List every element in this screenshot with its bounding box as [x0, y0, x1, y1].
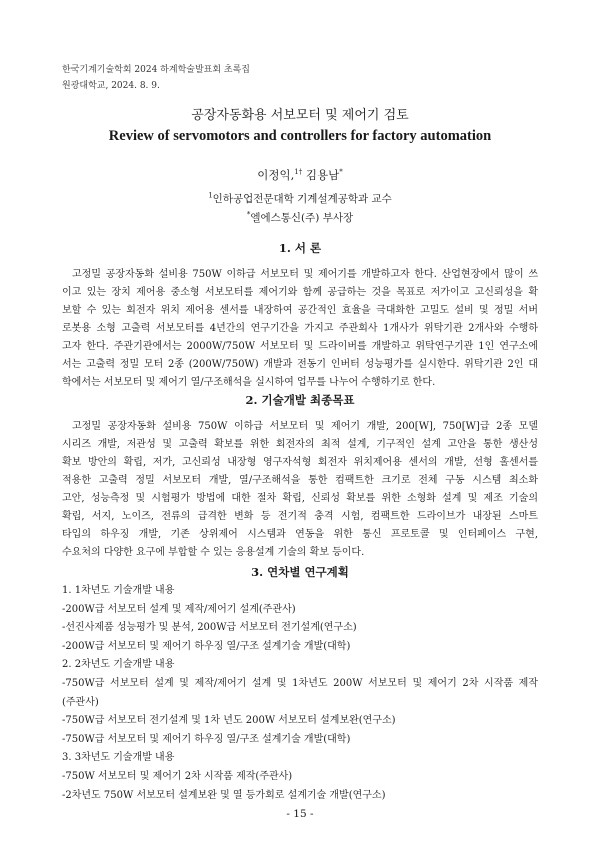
title-korean: 공장자동화용 서보모터 및 제어기 검토 — [191, 108, 409, 123]
section-body-annual-plan — [62, 582, 538, 805]
list-item: -200W급 서보모터 설계 및 제작/제어기 설계(주관사) — [62, 603, 296, 615]
text-line: 확보 방안의 확립, 저가, 고신뢰성 내장형 영구자석형 회전자 위치제어용 센서의 개발, 선형 홀센서를 — [62, 457, 538, 468]
author-line — [0, 167, 600, 183]
text-line: 확립, 서지, 노이즈, 전류의 급격한 변화 등 전기적 충격 시험, 컴팩트한 드라이브가 내장된 스마트 — [62, 511, 538, 522]
author-1-marks: 1† — [294, 168, 303, 177]
affiliation-2 — [0, 210, 600, 225]
list-item: -750W 서보모터 및 제어기 2차 시작품 제작(주관사) — [62, 770, 293, 782]
conference-name: 한국기계기술학회 2024 하계학술발표회 초록집 — [62, 65, 250, 75]
title-english: Review of servomotors and controllers for factory automation — [108, 128, 492, 144]
list-item: (주관사) — [62, 696, 99, 708]
text-line: 고안, 성능측정 및 시험평가 방법에 대한 절차 확립, 신뢰성 확보를 위한 소형화 설계 및 제조 기술의 — [62, 493, 538, 504]
list-item: -200W급 서보모터 및 제어기 하우징 열/구조 설계기술 개발(대학) — [62, 640, 351, 652]
text-line: 고정밀 공장자동화 설비용 750W 이하급 서보모터 및 제어기 개발, 200[W], 750[W]급 2종 모델 — [72, 421, 538, 432]
text-line: 타입의 하우징 개발, 기존 상위제어 시스템과 연동을 위한 통신 프로토콜 및 인터페이스 구현, — [62, 529, 538, 540]
text-line: 수요처의 다양한 요구에 부합할 수 있는 응용설계 기술의 확보 등이다. — [62, 547, 365, 558]
affiliation-1-mark: 1 — [208, 191, 213, 200]
affiliation-2-mark: * — [246, 210, 251, 219]
list-item: -750W급 서보모터 설계 및 제작/제어기 설계 및 1차년도 200W 서보모터 및 제어기 2차 시작품 제작 — [62, 677, 538, 689]
list-item: -750W급 서보모터 전기설계 및 1차 년도 200W 서보모터 설계보완(연구소) — [62, 715, 396, 727]
text-line: 보할 수 있는 회전자 위치 제어용 센서를 내장하여 공간적인 효율을 극대화한 고밀도 설비 및 정밀 서버 — [62, 305, 538, 316]
affiliation-1-text: 인하공업전문대학 기계설계공학과 교수 — [212, 193, 392, 205]
text-line: 시리즈 개발, 저관성 및 고출력 확보를 위한 회전자의 최적 설계, 기구적인 설계 고안을 통한 생산성 — [62, 439, 538, 450]
text-line: 고정밀 공장자동화 설비용 750W 이하급 서보모터 및 제어기를 개발하고자 한다. 산업현장에서 많이 쓰 — [72, 269, 538, 280]
list-item: -750W급 서보모터 및 제어기 하우징 열/구조 설계기술 개발(대학) — [62, 733, 351, 745]
affiliation-1 — [0, 191, 600, 206]
text-line: 적용한 고출력 정밀 서보모터 개발, 열/구조해석을 통한 컴팩트한 크기로 전체 구동 시스템 최소화 — [62, 475, 538, 486]
author-2-marks: * — [339, 168, 343, 177]
conference-venue-date: 원광대학교, 2024. 8. 9. — [62, 81, 160, 91]
section-heading-annual-plan: 3. 연차별 연구계획 — [251, 565, 349, 579]
text-line: 고자 한다. 주관기관에서는 2000W/750W 서보모터 및 드라이버를 개발하고 위탁연구기관 1인 연구소에 — [62, 341, 538, 352]
section-body-final-goal — [62, 418, 538, 562]
author-2: 김용남 — [302, 168, 340, 182]
affiliation-2-text: 엘에스통신(주) 부사장 — [250, 212, 354, 224]
text-line: 로봇용 소형 고출력 서보모터를 4년간의 연구기간을 가지고 주관회사 1개사가 위탁기관 2개사와 수행하 — [62, 323, 538, 334]
page-number: - 15 - — [286, 808, 314, 820]
section-body-introduction — [62, 266, 538, 392]
list-item: -2차년도 750W 서보모터 설계보완 및 열 등가회로 설계기술 개발(연구소) — [62, 789, 386, 801]
list-item: 1. 1차년도 기술개발 내용 — [62, 585, 175, 596]
list-item: 3. 3차년도 기술개발 내용 — [62, 752, 175, 764]
list-item: -선진사제품 성능평가 및 분석, 200W급 서보모터 전기설계(연구소) — [62, 622, 357, 634]
author-1: 이정익, — [257, 168, 295, 182]
list-item: 2. 2차년도 기술개발 내용 — [62, 659, 175, 671]
conference-header — [62, 62, 250, 94]
text-line: 학에서는 서보모터 및 제어기 열/구조해석을 실시하여 업무를 나누어 수행하기로 한다. — [62, 377, 436, 388]
text-line: 이고 있는 장치 제어용 중소형 서보모터를 제어기와 함께 공급하는 것을 목표로 저가이고 고신뢰성을 확 — [62, 287, 538, 298]
section-heading-final-goal: 2. 기술개발 최종목표 — [245, 393, 355, 407]
text-line: 서는 고출력 정밀 모터 2종 (200W/750W) 개발과 전동기 인버터 성능평가를 실시한다. 위탁기관 2인 대 — [62, 359, 538, 370]
section-heading-introduction: 1. 서 론 — [278, 241, 322, 255]
